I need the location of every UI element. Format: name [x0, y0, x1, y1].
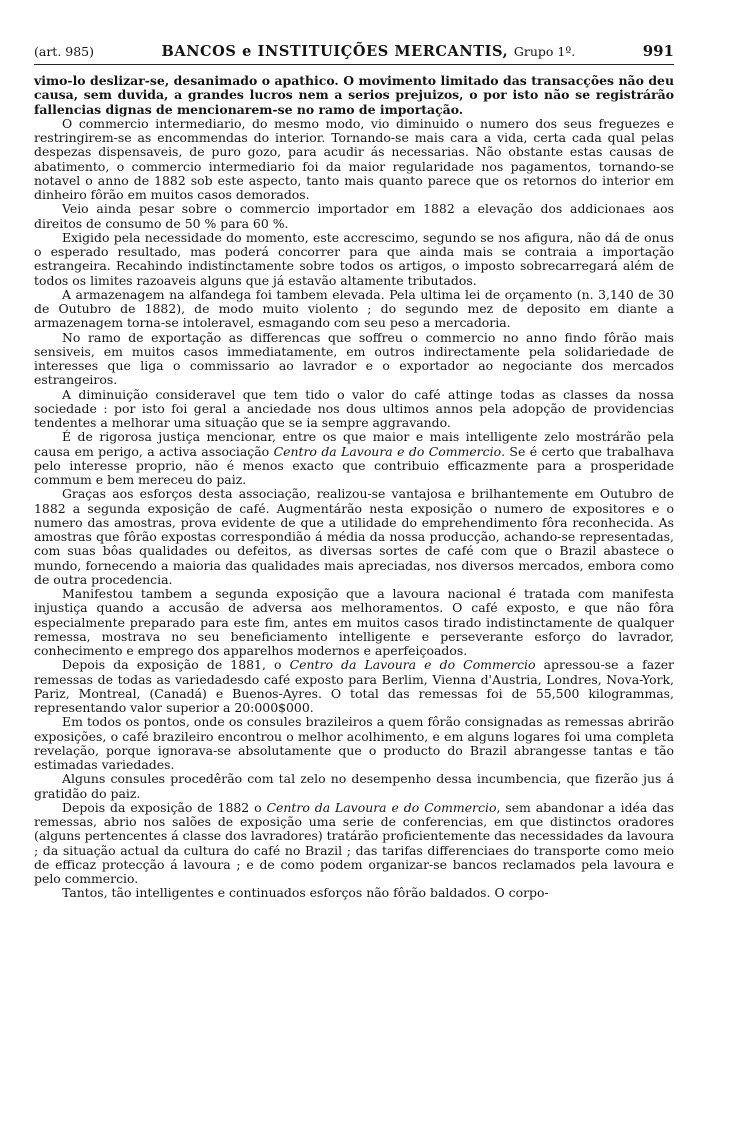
paragraph: É de rigorosa justiça mencionar, entre os que maior e mais intelligente zelo mostrárão pela causa em perigo, a activa associação Centro da Lavoura e do Commercio. Se é certo que trabalhava pelo interesse proprio, não é menos exacto que contribuio efficazmente para a prosperidade commum e bem mereceu do paiz.	[34, 429, 674, 487]
paragraph: Veio ainda pesar sobre o commercio importador em 1882 a elevação dos addicionaes aos direitos de consumo de 50 % para 60 %.	[34, 201, 674, 231]
paragraph: No ramo de exportação as differencas que soffreu o commercio no anno findo fôrão mais sensiveis, em muitos casos immediatamente, em outros indirectamente pela solidariedade de interesses que liga o commissario ao lavrador e o exportador ao negociante dos mercados estrangeiros.	[34, 329, 674, 388]
association-name: Centro da Lavoura e do Commercio	[266, 799, 497, 815]
paragraph: Graças aos esforços desta associação, realizou-se vantajosa e brilhantemente em Outubro de 1882 a segunda exposição de café. Augmentárão nesta exposição o numero de expositores e o numero das amostras, prova evidente de que a utilidade do emprehendimento fôra reconhecida. As amostras que fôrão expostas correspondião á média da nossa producção, achando-se representadas, com suas bôas qualidades ou defeitos, as diversas sortes de café com que o Brazil abastece o mundo, fornecendo a maioria das qualidades mais apreciadas, nos diversos mercados, embora como de outra procedencia.	[34, 486, 674, 587]
paragraph: A armazenagem na alfandega foi tambem elevada. Pela ultima lei de orçamento (n. 3,140 de 30 de Outubro de 1882), de modo muito violento ; do segundo mez de deposito em diante a armazenagem torna-se intoleravel, esmagando com seu peso a mercadoria.	[34, 286, 674, 331]
group-label: Grupo 1º.	[513, 44, 576, 59]
running-header	[34, 42, 674, 65]
paragraph: vimo-lo deslizar-se, desanimado o apathico. O movimento limitado das transacções não deu causa, sem duvida, a grandes lucros nem a serios prejuizos, o por isto não se registrárão fallencias dignas de mencionarem-se no ramo de importação.	[34, 73, 674, 117]
page-number: 991	[642, 42, 674, 60]
association-name: Centro da Lavoura e do Commercio	[289, 657, 536, 673]
paragraph: Depois da exposição de 1882 o Centro da Lavoura e do Commercio, sem abandonar a idéa das remessas, abrio nos salões de exposição uma serie de conferencias, em que distinctos oradores (alguns pertencentes á classe dos lavradores) tratárão proficientemente das necessidades da lavoura ; da situação actual da cultura do café no Brazil ; das tarifas differenciaes do transporte como meio de efficaz protecção á lavoura ; e de como podem organizar-se bancos reclamados pela lavoura e pelo commercio.	[34, 799, 674, 886]
paragraph: Tantos, tão intelligentes e continuados esforços não fôrão baldados. O corpo-	[62, 885, 549, 901]
paragraph: Em todos os pontos, onde os consules brazileiros a quem fôrão consignadas as remessas abrirão exposições, o café brazileiro encontrou o melhor acolhimento, e em alguns logares foi uma completa revelação, porque ignorava-se absolutamente que o producto do Brazil abrangesse tantas e tão estimadas variedades.	[34, 714, 674, 772]
association-name: Centro da Lavoura e do Commercio	[273, 443, 502, 459]
paragraph: Manifestou tambem a segunda exposição que a lavoura nacional é tratada com manifesta injustiça quando a accusão de adversa aos melhoramentos. O café exposto, e que não fôra especialmente preparado para este fim, antes em muitos casos tirado indistinctamente de qualquer remessa, mostrava no seu beneficiamento intelligente e perseverante esforço do lavrador, conhecimento e emprego dos apparelhos modernos e aperfeiçoados.	[34, 586, 674, 658]
paragraph: Exigido pela necessidade do momento, este accrescimo, segundo se nos afigura, não dá de onus o esperado resultado, mas poderá concorrer para que ainda mais se contraia a importação estrangeira. Recahindo indistinctamente sobre todos os artigos, o imposto sobrecarregará além de todos os limites razoaveis alguns que já estavão altamente tributados.	[34, 229, 674, 288]
paragraph: O commercio intermediario, do mesmo modo, vio diminuido o numero dos seus freguezes e restringirem-se as encommendas do interior. Tornando-se mais cara a vida, certa cada qual pelas despezas dispensaveis, de puro gozo, para acudir ás necessarias. Não obstante estas causas de abatimento, o commercio intermediario foi da maior regularidade nos pagamentos, tornando-se notavel o anno de 1882 sob este aspecto, tanto mais quanto parece que os retornos do interior em dinheiro fôrão em muitos casos demorados.	[34, 115, 674, 202]
body-text	[34, 74, 674, 901]
paragraph: A diminuição consideravel que tem tido o valor do café attinge todas as classes da nossa sociedade : por isto foi geral a anciedade nos dous ultimos annos pela adopção de providencias tendentes a melhorar uma situação que se ia sempre aggravando.	[34, 386, 674, 430]
running-title-text: BANCOS e INSTITUIÇÕES MERCANTIS,	[161, 43, 509, 60]
article-reference: (art. 985)	[34, 44, 95, 59]
paragraph: Depois da exposição de 1881, o Centro da Lavoura e do Commercio apressou-se a fazer remessas de todas as variedadesdo café exposto para Berlim, Vienna d'Austria, Londres, Nova-York, Pariz, Montreal, (Canadá) e Buenos-Ayres. O total das remessas foi de 55,500 kilogrammas, representando valor superior a 20:000$000.	[34, 657, 675, 715]
paragraph: Alguns consules procedêrão com tal zelo no desempenho dessa incumbencia, que fizerão jus á gratidão do paiz.	[34, 771, 674, 801]
running-title	[161, 43, 575, 61]
